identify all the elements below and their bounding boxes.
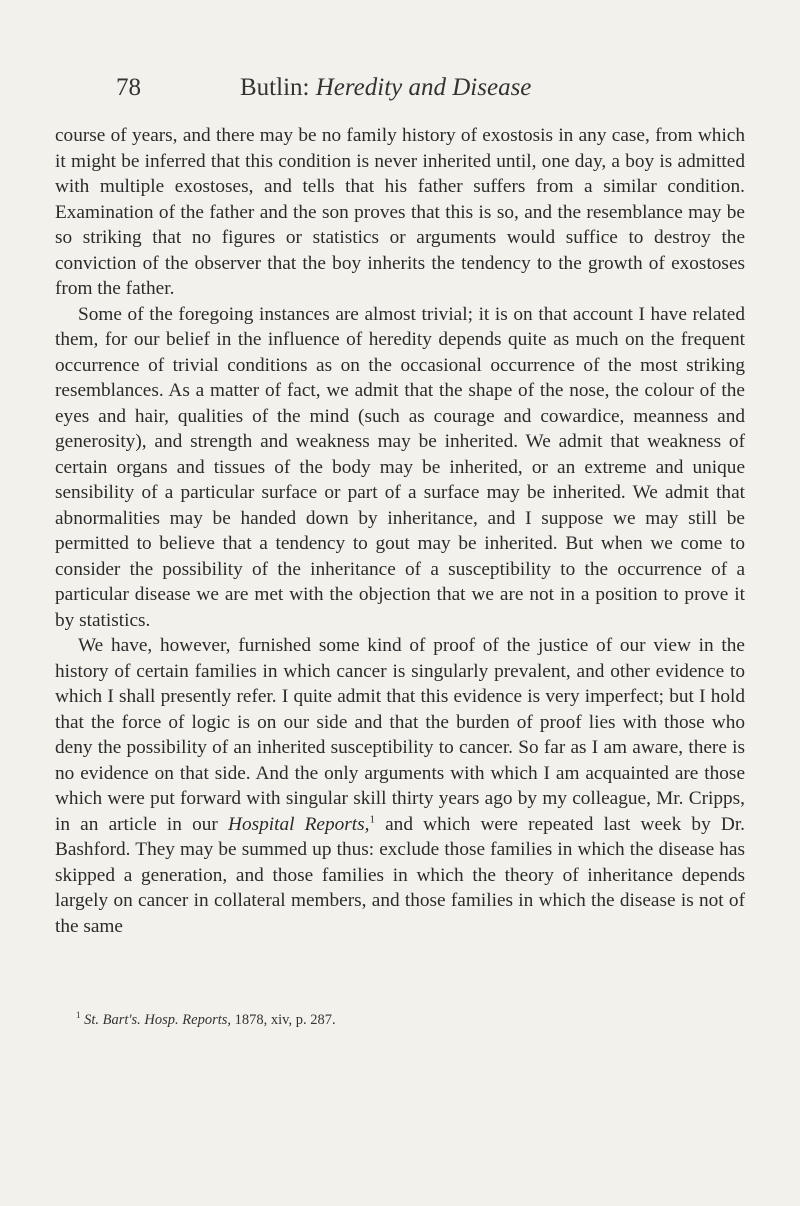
italic-text: Hospital Reports, — [228, 813, 370, 835]
paragraph-text: course of years, and there may be no family history of exostosis in any case, from which it might be inferred that this condition is never inherited until, one day, a boy is admitted with multiple exostoses, and tells that his father suffers from a similar condition. Examination of the father and the son proves that this is so, and the resemblance may be so striking that no figures or statistics or arguments would suffice to destroy the conviction of the observer that the boy inherits the tendency to the growth of exostoses from the father. — [55, 125, 745, 299]
running-title — [240, 74, 531, 102]
running-title-separator: : — [302, 74, 310, 101]
paragraph-text: Some of the foregoing instances are almost trivial; it is on that account I have related them, for our belief in the influence of heredity depends quite as much on the frequent occurrence of trivial conditions as on the occasional occurrence of the most striking resemblances. As a matter of fact, we admit that the shape of the nose, the colour of the eyes and hair, qualities of the mind (such as courage and cowardice, meanness and generosity), and strength and weakness may be inherited. We admit that weakness of certain organs and tissues of the body may be inherited, or an extreme and unique sensibility of a particular surface or part of a surface may be inherited. We admit that abnormalities may be handed down by inheritance, and I suppose we may still be permitted to believe that a tendency to gout may be inherited. But when we come to consider the possibility of the inheritance of a susceptibility to the occurrence of a particular disease we are met with the objection that we are not in a position to prove it by statistics. — [55, 303, 745, 631]
footnote-marker: 1 — [76, 1010, 81, 1020]
footnote-citation: 1878, xiv, p. 287. — [231, 1011, 336, 1028]
running-title-author: Butlin — [240, 74, 303, 101]
running-title-subject: Heredity and Disease — [315, 74, 532, 101]
footnote-source: St. Bart's. Hosp. Reports, — [84, 1011, 232, 1028]
paragraph — [55, 123, 745, 302]
page-number: 78 — [116, 74, 141, 101]
footnote-reference: 1 — [369, 813, 375, 826]
body-text — [55, 123, 745, 939]
paragraph — [55, 302, 745, 634]
footnote — [76, 1010, 746, 1029]
paragraph-text: We have, however, furnished some kind of proof of the justice of our view in the history of certain families in which cancer is singularly prevalent, and other evidence to which I shall presently refer. I quite admit that this evidence is very imperfect; but I hold that the force of logic is on our side and that the burden of proof lies with those who deny the possibility of an inherited susceptibility to cancer. So far as I am aware, there is no evidence on that side. And the only arguments with which I am acquainted are those which were put forward with singular skill thirty years ago by my colleague, Mr. Cripps, in an article in our — [55, 635, 745, 835]
paragraph — [55, 633, 745, 939]
paragraph-text: and which were repeated last week by Dr. Bashford. They may be summed up thus: exclude those families in which the disease has skipped a generation, and those families in which the theory of inheritance depends largely on cancer in collateral members, and those families in which the disease is not of the same — [55, 813, 745, 937]
running-head — [116, 74, 676, 108]
